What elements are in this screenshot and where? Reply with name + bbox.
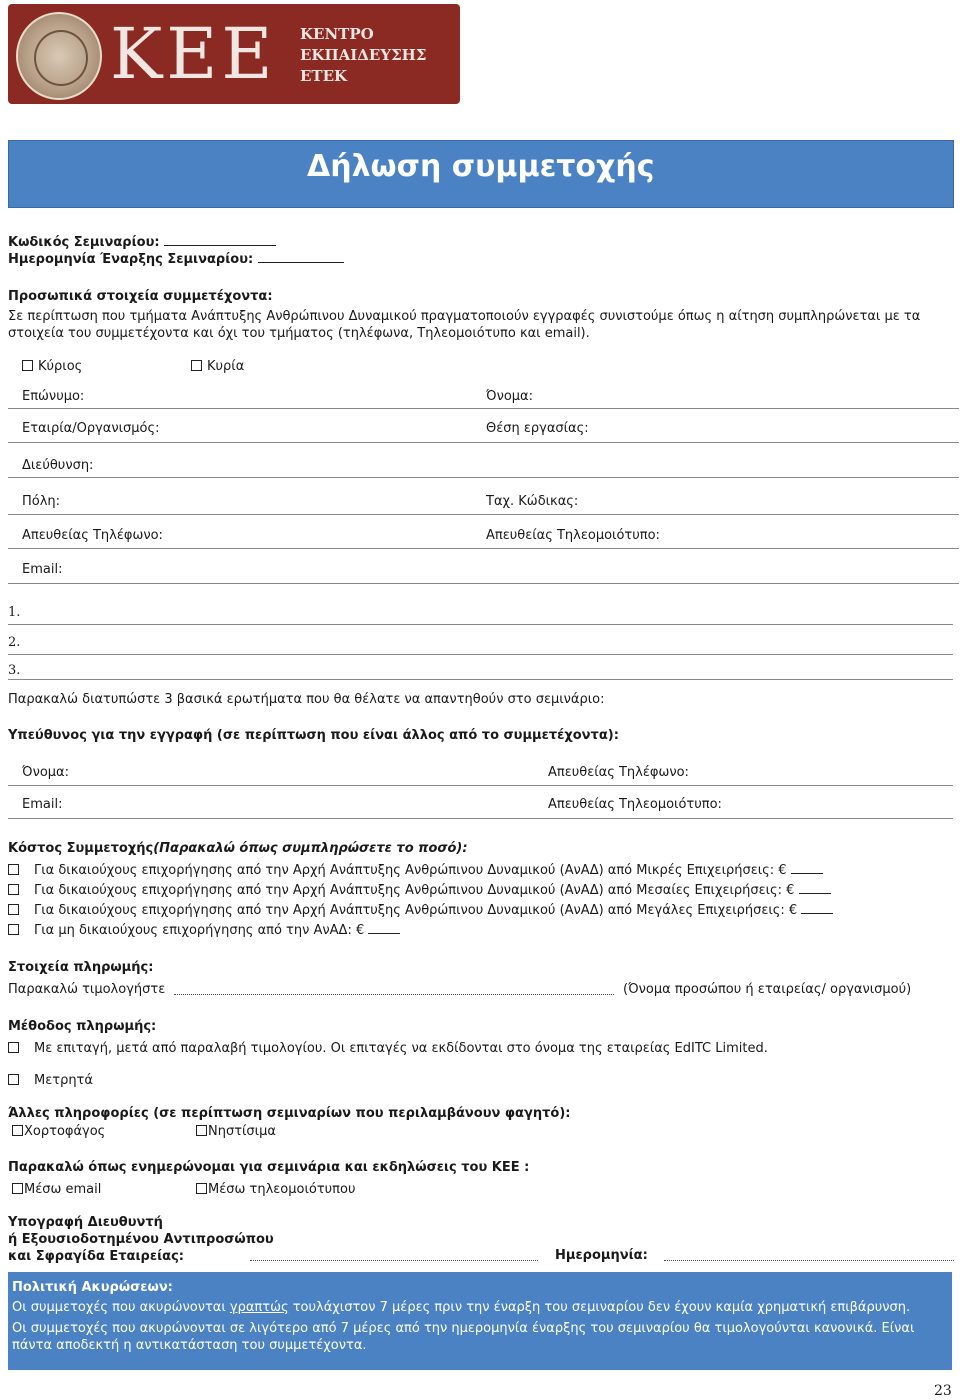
amount-field[interactable] xyxy=(801,901,833,914)
checkbox-icon[interactable] xyxy=(8,864,19,875)
responsible-fax-label: Απευθείας Τηλεομοιότυπο: xyxy=(548,797,722,812)
question-line-3[interactable] xyxy=(8,679,953,680)
question-line-2[interactable] xyxy=(8,654,953,655)
seminar-code-label: Κωδικός Σεμιναρίου: xyxy=(8,233,276,250)
checkbox-icon[interactable] xyxy=(196,1125,207,1136)
name-label: Όνομα: xyxy=(486,389,533,404)
logo-text: KEE xyxy=(110,13,277,95)
checkbox-icon[interactable] xyxy=(22,360,33,371)
amount-field[interactable] xyxy=(799,881,831,894)
page-number: 23 xyxy=(934,1383,952,1399)
payment-heading: Στοιχεία πληρωμής: xyxy=(8,960,154,975)
checkbox-icon[interactable] xyxy=(8,924,19,935)
page-title: Δήλωση συμμετοχής xyxy=(307,149,655,184)
cash-option[interactable]: Μετρητά xyxy=(8,1073,93,1088)
responsible-name-line[interactable] xyxy=(8,785,953,786)
date-field[interactable] xyxy=(664,1248,954,1261)
checkbox-icon[interactable] xyxy=(8,904,19,915)
responsible-name-label: Όνομα: xyxy=(22,765,69,780)
invoice-label: Παρακαλώ τιμολογήστε xyxy=(8,982,166,997)
cheque-option[interactable]: Με επιταγή, μετά από παραλαβή τιμολογίου. Οι επιταγές να εκδίδονται στο όνομα της εταιρείας EdITC Limited. xyxy=(8,1041,768,1056)
company-field-line[interactable] xyxy=(8,442,959,443)
personal-intro: Σε περίπτωση που τμήματα Ανάπτυξης Ανθρώπινου Δυναμικού πραγματοποιούν εγγραφές συνιστούμε όπως η αίτηση συμπληρώνεται με τα στοιχεία του συμμετέχοντα και όχι του τμήματος (τηλέφωνα, Τηλεομοιότυπο και email). xyxy=(8,309,921,341)
kee-logo xyxy=(8,4,460,104)
city-field-line[interactable] xyxy=(8,514,959,515)
cost-option-non-eligible[interactable]: Για μη δικαιούχους επιχορήγησης από την ΑνΑΔ: € xyxy=(8,921,400,938)
address-field-line[interactable] xyxy=(8,477,959,478)
signature-label: Υπογραφή Διευθυντή ή Εξουσιοδοτημένου Αντιπροσώπου και Σφραγίδα Εταιρείας: xyxy=(8,1215,274,1264)
question-line-1[interactable] xyxy=(8,624,953,625)
fax-label: Απευθείας Τηλεομοιότυπο: xyxy=(486,528,660,543)
method-heading: Μέθοδος πληρωμής: xyxy=(8,1019,157,1034)
phone-label: Απευθείας Τηλέφωνο: xyxy=(22,528,163,543)
checkbox-icon[interactable] xyxy=(12,1183,23,1194)
question-number-1: 1. xyxy=(8,605,21,620)
email-label: Email: xyxy=(22,562,63,577)
amount-field[interactable] xyxy=(791,861,823,874)
cost-heading: Κόστος Συμμετοχής(Παρακαλώ όπως συμπληρώσετε το ποσό): xyxy=(8,841,468,856)
responsible-phone-label: Απευθείας Τηλέφωνο: xyxy=(548,765,689,780)
personal-heading: Προσωπικά στοιχεία συμμετέχοντα: xyxy=(8,289,273,304)
mrs-option[interactable]: Κυρία xyxy=(191,359,244,374)
logo-subtitle: ΚΕΝΤΡΟ ΕΚΠΑΙΔΕΥΣΗΣ ΕΤΕΚ xyxy=(300,25,427,85)
seal-icon xyxy=(16,12,102,100)
date-label: Ημερομηνία: xyxy=(555,1248,648,1263)
cancellation-policy-box xyxy=(8,1272,952,1370)
email-field-line[interactable] xyxy=(8,583,959,584)
title-banner xyxy=(8,140,954,208)
city-label: Πόλη: xyxy=(22,494,61,509)
responsible-email-label: Email: xyxy=(22,797,63,812)
postcode-label: Ταχ. Κώδικας: xyxy=(486,494,579,509)
checkbox-icon[interactable] xyxy=(196,1183,207,1194)
invoice-hint: (Όνομα προσώπου ή εταιρείας/ οργανισμού) xyxy=(623,982,912,997)
cost-option-medium[interactable]: Για δικαιούχους επιχορήγησης από την Αρχή Ανάπτυξης Ανθρώπινου Δυναμικού (ΑνΑΔ) από Μεσαίες Επιχειρήσεις: € xyxy=(8,881,831,898)
address-label: Διεύθυνση: xyxy=(22,458,94,473)
phone-field-line[interactable] xyxy=(8,548,959,549)
seminar-date-label: Ημερομηνία Έναρξης Σεμιναρίου: xyxy=(8,250,344,267)
mr-option[interactable]: Κύριος xyxy=(22,359,82,374)
question-number-3: 3. xyxy=(8,663,21,678)
checkbox-icon[interactable] xyxy=(191,360,202,371)
responsible-heading: Υπεύθυνος για την εγγραφή (σε περίπτωση που είναι άλλος από το συμμετέχοντα): xyxy=(8,728,619,743)
fasting-option[interactable]: Νηστίσιμα xyxy=(196,1124,276,1139)
checkbox-icon[interactable] xyxy=(12,1125,23,1136)
invoice-field[interactable] xyxy=(174,982,614,995)
surname-field-line[interactable] xyxy=(8,408,959,409)
policy-heading: Πολιτική Ακυρώσεων: xyxy=(12,1280,173,1295)
amount-field[interactable] xyxy=(368,921,400,934)
policy-paragraph-2: Οι συμμετοχές που ακυρώνονται σε λιγότερο από 7 μέρες από την ημερομηνία έναρξης του σεμιναρίου θα τιμολογούνται κανονικά. Είναι πάντα αποδεκτή η αντικατάσταση του συμμετέχοντα. xyxy=(12,1321,915,1353)
notify-email-option[interactable]: Μέσω email xyxy=(12,1182,101,1197)
position-label: Θέση εργασίας: xyxy=(486,421,589,436)
responsible-email-line[interactable] xyxy=(8,818,953,819)
question-number-2: 2. xyxy=(8,635,21,650)
policy-paragraph-1: Οι συμμετοχές που ακυρώνονται γραπτώς τουλάχιστον 7 μέρες πριν την έναρξη του σεμιναρίου δεν έχουν καμία χρηματική επιβάρυνση. xyxy=(12,1300,911,1315)
notify-fax-option[interactable]: Μέσω τηλεομοιότυπου xyxy=(196,1182,355,1197)
checkbox-icon[interactable] xyxy=(8,1042,19,1053)
seminar-code-field[interactable] xyxy=(164,233,276,246)
cost-option-large[interactable]: Για δικαιούχους επιχορήγησης από την Αρχή Ανάπτυξης Ανθρώπινου Δυναμικού (ΑνΑΔ) από Μεγάλες Επιχειρήσεις: € xyxy=(8,901,833,918)
checkbox-icon[interactable] xyxy=(8,1074,19,1085)
signature-field[interactable] xyxy=(250,1248,538,1261)
surname-label: Επώνυμο: xyxy=(22,389,85,404)
company-label: Εταιρία/Οργανισμός: xyxy=(22,421,160,436)
notify-heading: Παρακαλώ όπως ενημερώνομαι για σεμινάρια και εκδηλώσεις του ΚΕΕ : xyxy=(8,1160,530,1175)
questions-prompt: Παρακαλώ διατυπώστε 3 βασικά ερωτήματα που θα θέλατε να απαντηθούν στο σεμινάριο: xyxy=(8,692,605,707)
checkbox-icon[interactable] xyxy=(8,884,19,895)
vegetarian-option[interactable]: Χορτοφάγος xyxy=(12,1124,105,1139)
seminar-date-field[interactable] xyxy=(258,250,344,263)
cost-option-small[interactable]: Για δικαιούχους επιχορήγησης από την Αρχή Ανάπτυξης Ανθρώπινου Δυναμικού (ΑνΑΔ) από Μικρές Επιχειρήσεις: € xyxy=(8,861,823,878)
other-heading: Άλλες πληροφορίες (σε περίπτωση σεμιναρίων που περιλαμβάνουν φαγητό): xyxy=(8,1106,571,1121)
